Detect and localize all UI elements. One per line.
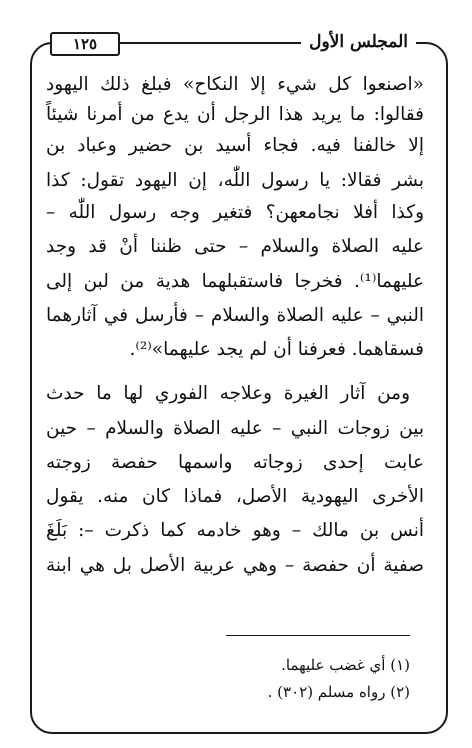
text-line: عليهما⁽¹⁾. فخرجا فاستقبلهما هدية من لبن إلى	[46, 271, 424, 292]
text-line: «اصنعوا كل شيء إلا النكاح» فبلغ ذلك اليهود	[46, 74, 424, 95]
page-header	[0, 28, 472, 58]
text-line: وكذا أفلا نجامعهن؟ فتغير وجه رسول اللّٰه –	[46, 202, 424, 223]
text-line: عابت إحدى زوجاته واسمها حفصة زوجته	[46, 452, 424, 473]
page-number: ١٢٥	[50, 32, 120, 56]
text-line: فقالوا: ما يريد هذا الرجل أن يدع من أمرنا شيئاً	[46, 104, 424, 125]
text-line: عليه الصلاة والسلام – حتى ظننا أنْ قد وجد	[46, 236, 424, 257]
chapter-title: المجلس الأول	[301, 28, 416, 56]
text-line: الأخرى اليهودية الأصل، فماذا كان منه. يقول	[46, 486, 424, 507]
text-line: بشر فقالا: يا رسول اللّٰه، إن اليهود تقول: كذا	[46, 170, 424, 191]
text-line: النبي – عليه الصلاة والسلام – فأرسل في آثارهما	[46, 305, 424, 326]
footnote-2: (٢) رواه مسلم (٣٠٢) .	[267, 683, 410, 701]
text-line: ومن آثار الغيرة وعلاجه الفوري لها ما حدث	[46, 383, 410, 404]
text-line: صفية أن حفصة – وهي عربية الأصل بل هي ابنة	[46, 555, 424, 576]
text-line: فسقاهما. فعرفنا أن لم يجد عليهما»⁽²⁾.	[129, 339, 424, 360]
text-line: بين زوجات النبي – عليه الصلاة والسلام – حين	[46, 418, 424, 439]
footnote-1: (١) أي غضب عليهما.	[281, 656, 410, 674]
footnote-separator	[226, 635, 410, 636]
text-line: إلا خالفنا فيه. فجاء أسيد بن حضير وعباد بن	[46, 135, 424, 156]
text-line: أنس بن مالك – وهو خادمه كما ذكرت –: بَلَغَ	[46, 520, 424, 541]
